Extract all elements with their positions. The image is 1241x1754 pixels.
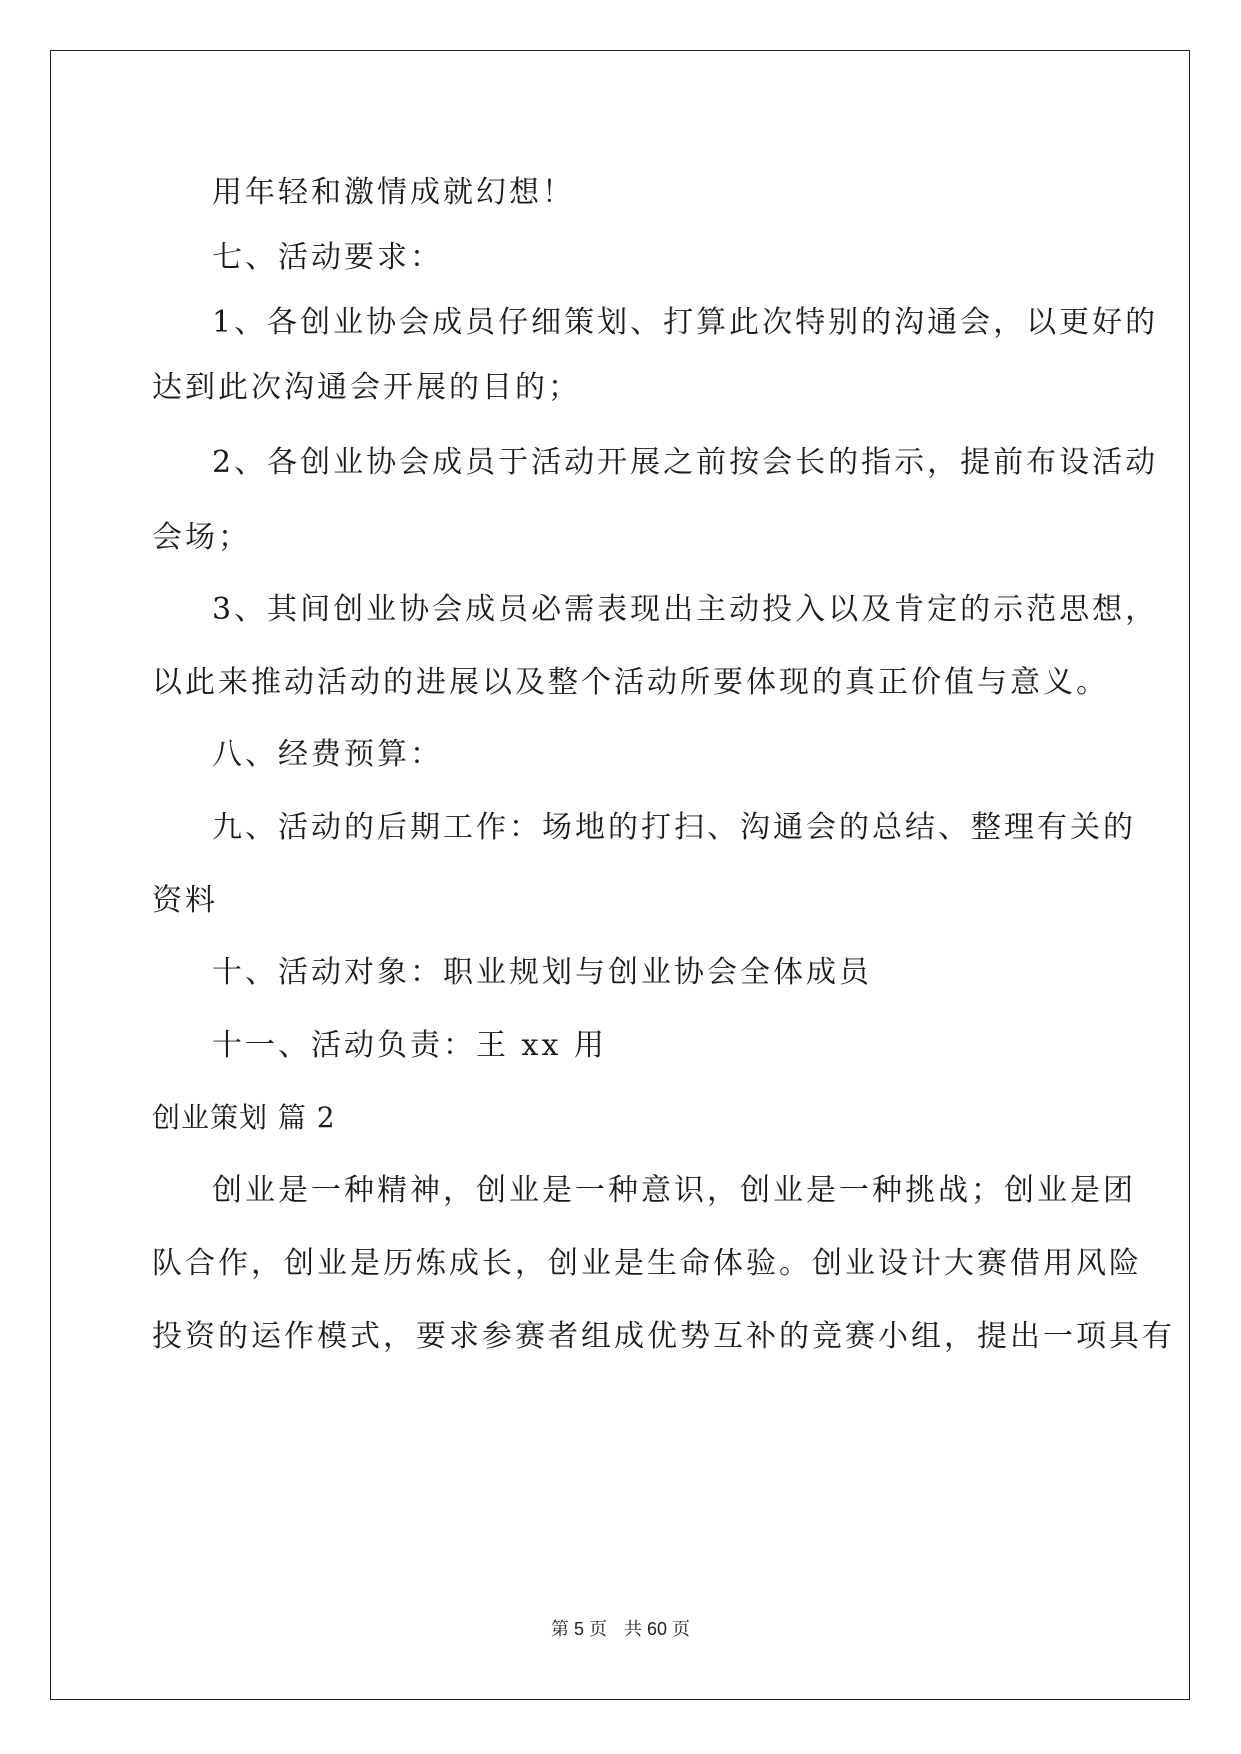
paragraph-line: 九、活动的后期工作：场地的打扫、沟通会的总结、整理有关的 — [212, 810, 1136, 845]
paragraph-line: 资料 — [152, 883, 218, 918]
section-heading-requirements: 七、活动要求： — [212, 240, 443, 275]
paragraph-line: 用年轻和激情成就幻想！ — [212, 175, 575, 210]
paragraph-line: 创业是一种精神，创业是一种意识，创业是一种挑战；创业是团 — [212, 1173, 1136, 1208]
page-footer — [0, 1615, 1241, 1641]
section-title: 创业策划 篇 2 — [152, 1101, 336, 1134]
paragraph-line: 以此来推动活动的进展以及整个活动所要体现的真正价值与意义。 — [152, 665, 1109, 700]
paragraph-line: 十、活动对象：职业规划与创业协会全体成员 — [212, 955, 872, 990]
paragraph-line: 会场； — [152, 520, 251, 555]
page-border — [50, 50, 1190, 1700]
paragraph-line: 达到此次沟通会开展的目的； — [152, 370, 581, 405]
paragraph-line: 1、各创业协会成员仔细策划、打算此次特别的沟通会，以更好的 — [212, 305, 1159, 340]
paragraph-line: 队合作，创业是历炼成长，创业是生命体验。创业设计大赛借用风险 — [152, 1246, 1142, 1281]
section-heading-budget: 八、经费预算： — [212, 737, 443, 772]
paragraph-line: 2、各创业协会成员于活动开展之前按会长的指示，提前布设活动 — [212, 445, 1159, 480]
paragraph-line: 十一、活动负责：王 xx 用 — [212, 1028, 607, 1063]
paragraph-line: 投资的运作模式，要求参赛者组成优势互补的竞赛小组，提出一项具有 — [152, 1319, 1175, 1354]
paragraph-line: 3、其间创业协会成员必需表现出主动投入以及肯定的示范思想， — [212, 592, 1159, 627]
page-number: 第 5 页 — [550, 1619, 607, 1639]
page-total: 共 60 页 — [624, 1619, 691, 1639]
